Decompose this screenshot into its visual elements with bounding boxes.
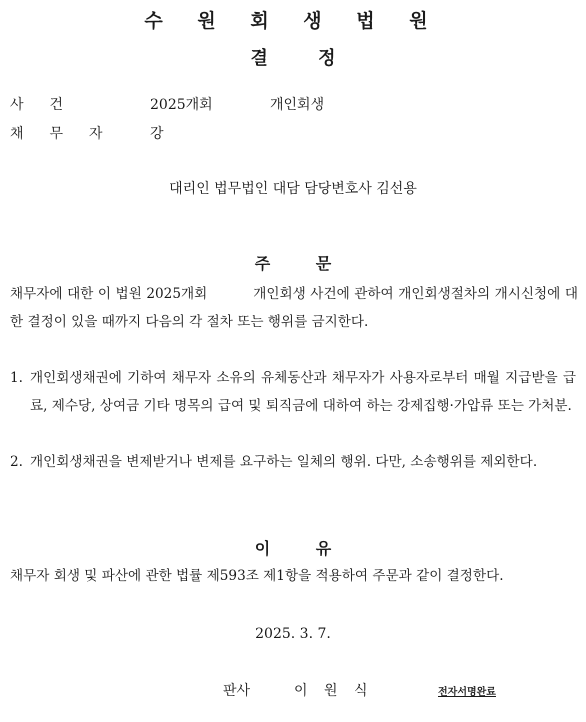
order-item-text: 개인회생채권에 기하여 채무자 소유의 유체동산과 채무자가 사용자로부터 매월 지급받을 급료, 제수당, 상여금 기타 명목의 급여 및 퇴직금에 대하여 하는 강제집행·가압류 또는 가처분. [30, 370, 576, 414]
judge-name: 이 원 식 [294, 683, 368, 699]
representative: 대리인 법무법인 대담 담당변호사 김선용 [169, 181, 417, 197]
document-type: 결 정 [250, 48, 336, 69]
order-item [10, 448, 576, 476]
order-intro-part2: 개인회생 사건에 관하여 개인회생절차의 개시신청에 대한 결정이 있을 때까지 다음의 각 절차 또는 행위를 금지한다. [10, 286, 578, 330]
case-number: 2025개회 [150, 97, 213, 113]
judge-title: 판사 [223, 683, 251, 699]
debtor-name: 강 [150, 126, 164, 142]
order-item [10, 364, 576, 420]
order-item-number: 2. [10, 454, 23, 470]
order-intro [10, 280, 578, 336]
order-heading: 주 문 [254, 254, 332, 273]
debtor-label: 채무자 [10, 126, 129, 142]
decision-date: 2025. 3. 7. [255, 626, 331, 642]
e-signature-stamp: 전자서명완료 [438, 687, 496, 698]
court-name: 수 원 회 생 법 원 [144, 10, 442, 32]
case-name: 개인회생 [270, 97, 325, 113]
case-label: 사건 [10, 97, 90, 113]
order-item-number: 1. [10, 370, 23, 386]
reason-heading: 이 유 [254, 539, 332, 558]
order-item-text: 개인회생채권을 변제받거나 변제를 요구하는 일체의 행위. 다만, 소송행위를 제외한다. [30, 454, 538, 470]
reason-text: 채무자 회생 및 파산에 관한 법률 제593조 제1항을 적용하여 주문과 같이 결정한다. [10, 568, 504, 584]
order-intro-part1: 채무자에 대한 이 법원 2025개회 [10, 286, 208, 302]
